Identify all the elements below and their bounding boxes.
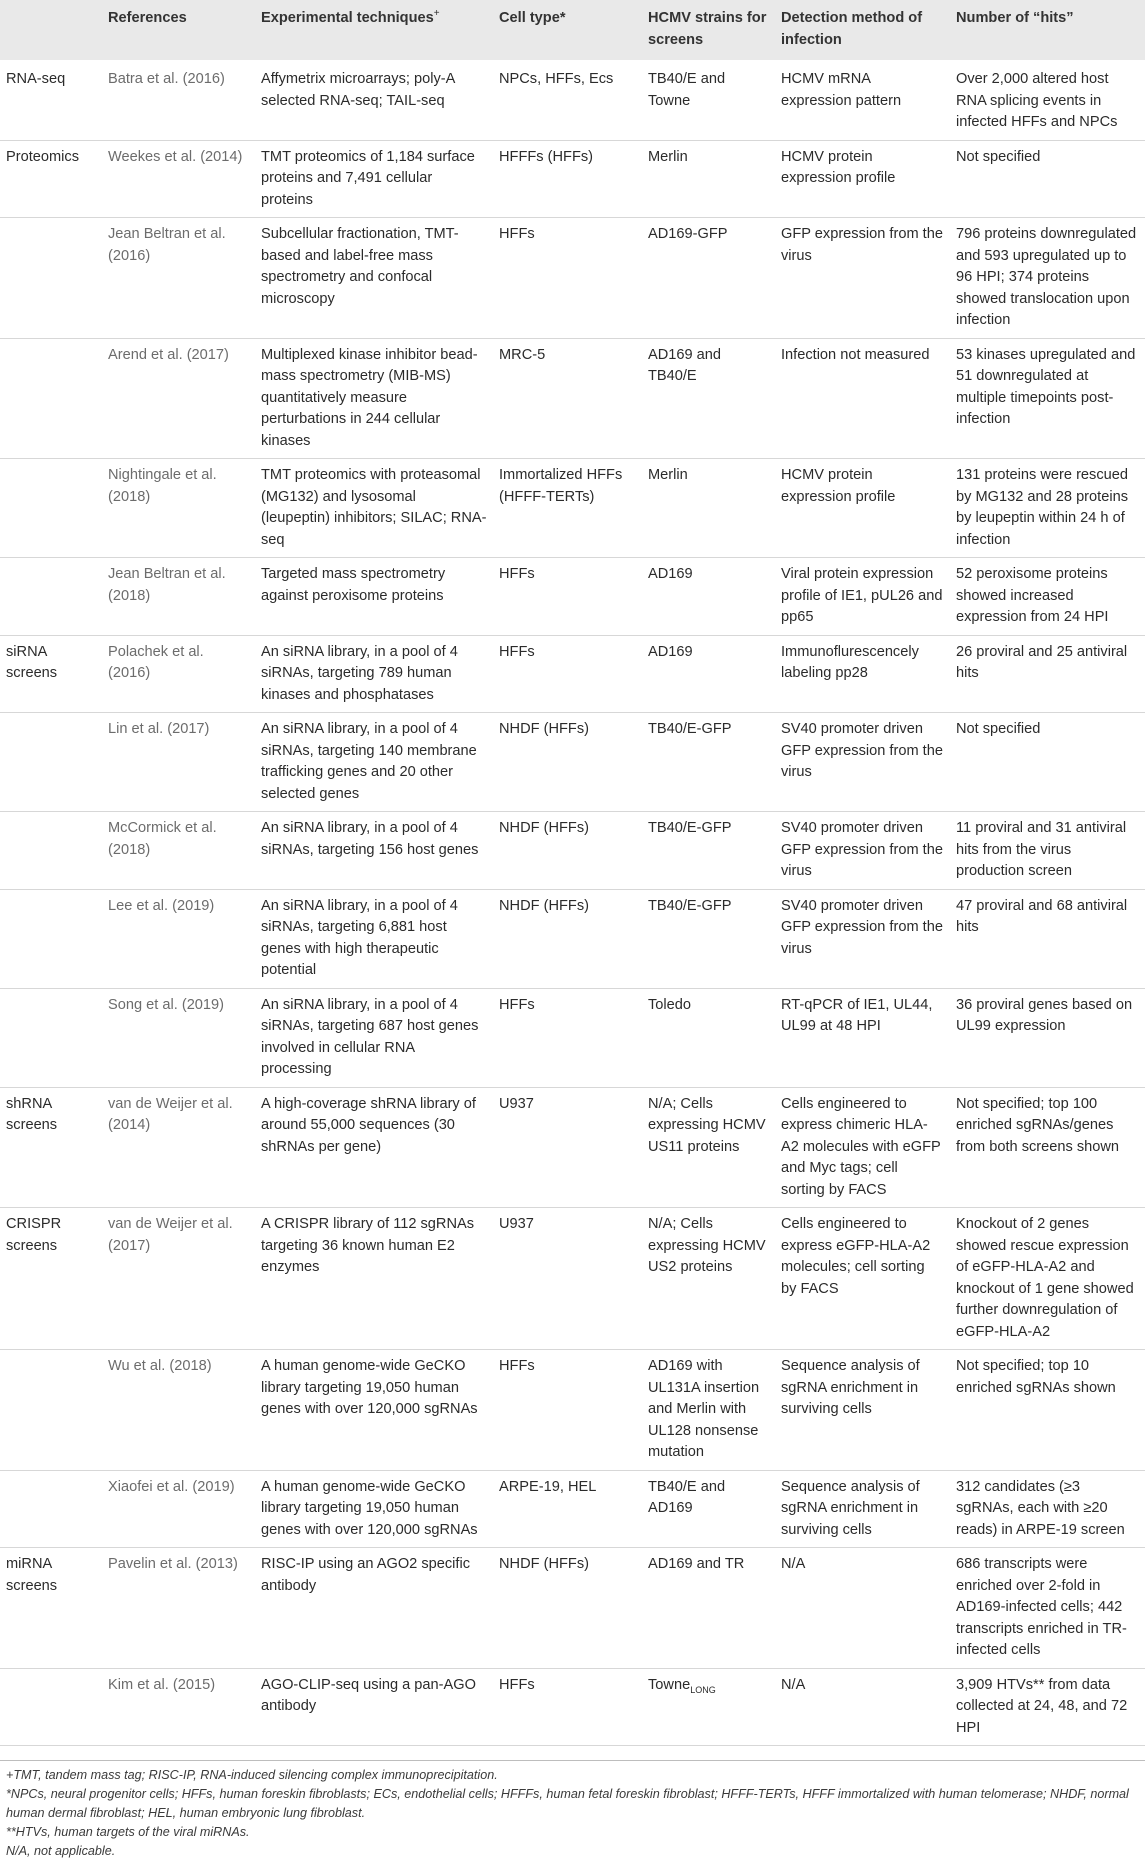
row-detection-text: Cells engineered to express eGFP-HLA-A2 molecules; cell sorting by FACS bbox=[781, 1216, 931, 1297]
row-technique-text: An siRNA library, in a pool of 4 siRNAs, targeting 6,881 host genes with high therapeutic potential bbox=[261, 897, 458, 978]
row-hits-text: 36 proviral genes based on UL99 expression bbox=[956, 996, 1133, 1034]
row-hits-text: 796 proteins downregulated and 593 upregulated up to 96 HPI; 374 proteins showed translocation upon infection bbox=[956, 226, 1137, 328]
row-reference-text: Wu et al. (2018) bbox=[108, 1358, 212, 1374]
row-category bbox=[0, 1668, 102, 1746]
row-category bbox=[0, 60, 102, 140]
row-technique-text: A high-coverage shRNA library of around 55,000 sequences (30 shRNAs per gene) bbox=[261, 1095, 476, 1155]
row-category bbox=[0, 558, 102, 636]
row-category bbox=[0, 889, 102, 988]
row-cell-type bbox=[493, 1668, 642, 1746]
row-technique bbox=[255, 713, 493, 812]
row-cell-type-text: NHDF (HFFs) bbox=[499, 820, 589, 836]
row-strain bbox=[642, 558, 775, 636]
row-strain bbox=[642, 1548, 775, 1669]
footnote-line: **HTVs, human targets of the viral miRNAs. bbox=[6, 1825, 250, 1839]
footnote-line: +TMT, tandem mass tag; RISC-IP, RNA-induced silencing complex immunoprecipitation. bbox=[6, 1768, 498, 1782]
row-detection-text: Sequence analysis of sgRNA enrichment in surviving cells bbox=[781, 1358, 920, 1417]
row-category bbox=[0, 338, 102, 459]
row-detection bbox=[775, 713, 950, 812]
row-hits bbox=[950, 459, 1145, 558]
row-technique-text: An siRNA library, in a pool of 4 siRNAs, targeting 140 membrane trafficking genes and 20 other selected genes bbox=[261, 721, 477, 802]
row-strain-text: AD169 with UL131A insertion and Merlin with UL128 nonsense mutation bbox=[648, 1358, 760, 1460]
footnote-line: N/A, not applicable. bbox=[6, 1844, 116, 1858]
row-cell-type bbox=[493, 1548, 642, 1669]
row-detection bbox=[775, 1087, 950, 1208]
row-technique-text: Multiplexed kinase inhibitor bead-mass spectrometry (MIB-MS) quantitatively measure perturbations in 244 cellular kinases bbox=[261, 346, 478, 449]
row-technique bbox=[255, 558, 493, 636]
row-cell-type-text: HFFs bbox=[499, 566, 535, 582]
header-techniques-label: Experimental techniques bbox=[261, 10, 434, 26]
row-cell-type-text: HFFs bbox=[499, 643, 535, 660]
row-detection bbox=[775, 459, 950, 558]
row-cell-type bbox=[493, 1350, 642, 1471]
row-category bbox=[0, 1350, 102, 1471]
row-detection-text: SV40 promoter driven GFP expression from the virus bbox=[781, 820, 943, 879]
row-technique bbox=[255, 1350, 493, 1471]
row-technique bbox=[255, 140, 493, 218]
row-technique bbox=[255, 60, 493, 140]
table-row bbox=[0, 218, 1145, 339]
row-hits-text: 312 candidates (≥3 sgRNAs, each with ≥20 reads) in ARPE-19 screen bbox=[956, 1478, 1125, 1538]
row-detection bbox=[775, 218, 950, 339]
row-reference bbox=[102, 1470, 255, 1548]
row-hits-text: 53 kinases upregulated and 51 downregulated at multiple timepoints post-infection bbox=[956, 346, 1136, 427]
row-detection bbox=[775, 60, 950, 140]
row-category-text: RNA-seq bbox=[6, 71, 66, 87]
row-strain bbox=[642, 1470, 775, 1548]
row-detection bbox=[775, 812, 950, 890]
row-reference bbox=[102, 1208, 255, 1350]
row-cell-type-text: U937 bbox=[499, 1095, 534, 1112]
row-strain-text: TB40/E-GFP bbox=[648, 897, 732, 914]
row-technique bbox=[255, 988, 493, 1087]
table-row bbox=[0, 60, 1145, 140]
table-body bbox=[0, 60, 1145, 1746]
row-strain-text: N/A; Cells expressing HCMV US11 proteins bbox=[648, 1095, 766, 1155]
row-strain-text: AD169 and TR bbox=[648, 1556, 745, 1572]
row-detection bbox=[775, 635, 950, 713]
row-hits bbox=[950, 218, 1145, 339]
row-cell-type-text: NHDF (HFFs) bbox=[499, 721, 589, 737]
row-detection bbox=[775, 1208, 950, 1350]
row-reference-text: Batra et al. (2016) bbox=[108, 71, 225, 87]
row-category bbox=[0, 812, 102, 890]
row-technique-text: An siRNA library, in a pool of 4 siRNAs, targeting 156 host genes bbox=[261, 820, 479, 858]
row-hits-text: Not specified bbox=[956, 721, 1041, 737]
row-strain bbox=[642, 889, 775, 988]
table-footnotes bbox=[0, 1760, 1145, 1861]
row-detection bbox=[775, 988, 950, 1087]
row-cell-type bbox=[493, 459, 642, 558]
header-strains: HCMV strains for screens bbox=[642, 0, 775, 60]
row-reference-text: Arend et al. (2017) bbox=[108, 346, 229, 363]
row-strain-text: TB40/E-GFP bbox=[648, 721, 732, 737]
row-technique bbox=[255, 338, 493, 459]
row-technique bbox=[255, 1668, 493, 1746]
row-category bbox=[0, 1208, 102, 1350]
row-category-text: Proteomics bbox=[6, 148, 79, 165]
row-hits bbox=[950, 338, 1145, 459]
row-strain-text: TB40/E and AD169 bbox=[648, 1478, 726, 1516]
row-technique bbox=[255, 635, 493, 713]
row-technique bbox=[255, 1087, 493, 1208]
row-reference-text: Lee et al. (2019) bbox=[108, 897, 215, 914]
row-reference bbox=[102, 60, 255, 140]
row-hits bbox=[950, 635, 1145, 713]
row-strain-text: AD169 bbox=[648, 566, 693, 582]
row-detection-text: RT-qPCR of IE1, UL44, UL99 at 48 HPI bbox=[781, 996, 933, 1034]
row-category bbox=[0, 1548, 102, 1669]
row-detection bbox=[775, 1548, 950, 1669]
row-hits-text: Not specified; top 100 enriched sgRNAs/genes from both screens shown bbox=[956, 1095, 1120, 1155]
row-reference bbox=[102, 713, 255, 812]
row-technique bbox=[255, 1470, 493, 1548]
row-reference bbox=[102, 338, 255, 459]
row-strain-text: Towne bbox=[648, 1676, 691, 1693]
row-technique-text: Affymetrix microarrays; poly-A selected RNA-seq; TAIL-seq bbox=[261, 71, 455, 109]
row-hits bbox=[950, 1350, 1145, 1471]
row-cell-type bbox=[493, 889, 642, 988]
header-row bbox=[0, 0, 1145, 60]
row-detection bbox=[775, 1668, 950, 1746]
row-hits bbox=[950, 1548, 1145, 1669]
row-strain-text: Toledo bbox=[648, 996, 692, 1013]
row-strain bbox=[642, 140, 775, 218]
row-hits-text: 26 proviral and 25 antiviral hits bbox=[956, 643, 1128, 681]
row-strain bbox=[642, 988, 775, 1087]
row-technique-text: RISC-IP using an AGO2 specific antibody bbox=[261, 1556, 471, 1594]
row-reference bbox=[102, 459, 255, 558]
row-reference-text: van de Weijer et al. (2017) bbox=[108, 1216, 233, 1254]
row-cell-type bbox=[493, 218, 642, 339]
row-technique-text: AGO-CLIP-seq using a pan-AGO antibody bbox=[261, 1676, 476, 1714]
row-hits-text: 131 proteins were rescued by MG132 and 28 proteins by leupeptin within 24 h of infection bbox=[956, 467, 1128, 548]
row-hits-text: Knockout of 2 genes showed rescue expression of eGFP-HLA-A2 and knockout of 1 gene showed further downregulation of eGFP-HLA-A2 bbox=[956, 1216, 1134, 1340]
row-cell-type bbox=[493, 635, 642, 713]
row-hits bbox=[950, 140, 1145, 218]
row-strain bbox=[642, 60, 775, 140]
row-category-text: CRISPR screens bbox=[6, 1216, 62, 1254]
row-cell-type-text: ARPE-19, HEL bbox=[499, 1478, 597, 1495]
row-strain bbox=[642, 1350, 775, 1471]
row-detection-text: N/A bbox=[781, 1676, 806, 1693]
row-category bbox=[0, 218, 102, 339]
row-hits-text: 3,909 HTVs** from data collected at 24, 48, and 72 HPI bbox=[956, 1676, 1128, 1736]
row-reference bbox=[102, 1548, 255, 1669]
row-detection-text: HCMV protein expression profile bbox=[781, 467, 896, 505]
row-reference-text: Kim et al. (2015) bbox=[108, 1676, 216, 1693]
header-references: References bbox=[102, 0, 255, 60]
row-reference-text: Weekes et al. (2014) bbox=[108, 148, 243, 165]
row-cell-type-text: NHDF (HFFs) bbox=[499, 1556, 589, 1572]
row-strain bbox=[642, 713, 775, 812]
row-strain-text: TB40/E and Towne bbox=[648, 71, 726, 109]
row-technique-text: TMT proteomics of 1,184 surface proteins and 7,491 cellular proteins bbox=[261, 148, 475, 208]
row-cell-type-text: HFFFs (HFFs) bbox=[499, 148, 594, 165]
row-cell-type bbox=[493, 140, 642, 218]
row-hits-text: Over 2,000 altered host RNA splicing events in infected HFFs and NPCs bbox=[956, 71, 1118, 130]
row-detection bbox=[775, 1350, 950, 1471]
footnote-line: *NPCs, neural progenitor cells; HFFs, human foreskin fibroblasts; ECs, endothelial cells; HFFFs, human fetal foreskin fibroblast; HFFF-TERTs, HFFF immortalized with human telomerase; NHDF, normal human dermal fibroblast; HEL, human embryonic lung fibroblast. bbox=[6, 1787, 1129, 1820]
row-detection bbox=[775, 1470, 950, 1548]
row-strain-text: N/A; Cells expressing HCMV US2 proteins bbox=[648, 1216, 766, 1275]
row-detection-text: Immunoflurescencely labeling pp28 bbox=[781, 643, 919, 681]
row-category bbox=[0, 459, 102, 558]
row-reference-text: Jean Beltran et al. (2016) bbox=[108, 226, 226, 264]
table-row bbox=[0, 1548, 1145, 1669]
row-strain bbox=[642, 459, 775, 558]
table-row bbox=[0, 812, 1145, 890]
row-category bbox=[0, 1087, 102, 1208]
table-row bbox=[0, 140, 1145, 218]
row-cell-type bbox=[493, 338, 642, 459]
row-detection-text: HCMV mRNA expression pattern bbox=[781, 71, 902, 109]
row-detection-text: Viral protein expression profile of IE1, pUL26 and pp65 bbox=[781, 566, 943, 625]
row-reference bbox=[102, 812, 255, 890]
row-category bbox=[0, 713, 102, 812]
row-detection-text: Sequence analysis of sgRNA enrichment in surviving cells bbox=[781, 1478, 920, 1538]
header-detection: Detection method of infection bbox=[775, 0, 950, 60]
row-technique-text: A human genome-wide GeCKO library targeting 19,050 human genes with over 120,000 sgRNAs bbox=[261, 1478, 478, 1538]
row-cell-type-text: HFFs bbox=[499, 1676, 535, 1693]
row-strain bbox=[642, 1208, 775, 1350]
header-category bbox=[0, 0, 102, 60]
row-cell-type bbox=[493, 1087, 642, 1208]
row-detection-text: GFP expression from the virus bbox=[781, 226, 943, 264]
row-strain-text: Merlin bbox=[648, 467, 688, 483]
row-hits bbox=[950, 1470, 1145, 1548]
row-hits bbox=[950, 812, 1145, 890]
row-hits bbox=[950, 1087, 1145, 1208]
row-strain bbox=[642, 635, 775, 713]
row-strain-subscript: LONG bbox=[690, 1684, 716, 1695]
row-strain-text: AD169 bbox=[648, 643, 693, 660]
table-row bbox=[0, 338, 1145, 459]
row-cell-type bbox=[493, 812, 642, 890]
row-hits bbox=[950, 988, 1145, 1087]
row-hits bbox=[950, 60, 1145, 140]
row-cell-type bbox=[493, 60, 642, 140]
row-category bbox=[0, 635, 102, 713]
row-hits bbox=[950, 1208, 1145, 1350]
row-hits bbox=[950, 713, 1145, 812]
header-techniques bbox=[255, 0, 493, 60]
row-cell-type-text: Immortalized HFFs (HFFF-TERTs) bbox=[499, 467, 623, 505]
row-technique bbox=[255, 812, 493, 890]
table-row bbox=[0, 1087, 1145, 1208]
row-technique-text: Targeted mass spectrometry against peroxisome proteins bbox=[261, 566, 446, 604]
table-row bbox=[0, 459, 1145, 558]
table-row bbox=[0, 1470, 1145, 1548]
row-hits-text: Not specified; top 10 enriched sgRNAs shown bbox=[956, 1358, 1116, 1396]
row-detection-text: Cells engineered to express chimeric HLA-A2 molecules with eGFP and Myc tags; cell sorting by FACS bbox=[781, 1095, 941, 1198]
row-hits-text: 686 transcripts were enriched over 2-fold in AD169-infected cells; 442 transcripts enriched in TR-infected cells bbox=[956, 1556, 1127, 1658]
row-technique bbox=[255, 1548, 493, 1669]
row-reference bbox=[102, 218, 255, 339]
row-technique-text: A human genome-wide GeCKO library targeting 19,050 human genes with over 120,000 sgRNAs bbox=[261, 1358, 478, 1417]
row-category bbox=[0, 1470, 102, 1548]
table-row bbox=[0, 635, 1145, 713]
row-technique-text: An siRNA library, in a pool of 4 siRNAs, targeting 687 host genes involved in cellular RNA processing bbox=[261, 996, 479, 1077]
row-detection-text: SV40 promoter driven GFP expression from the virus bbox=[781, 721, 943, 780]
row-hits-text: 52 peroxisome proteins showed increased expression from 24 HPI bbox=[956, 566, 1109, 625]
row-reference bbox=[102, 558, 255, 636]
row-detection-text: HCMV protein expression profile bbox=[781, 148, 896, 186]
row-reference-text: Xiaofei et al. (2019) bbox=[108, 1478, 235, 1495]
row-cell-type-text: HFFs bbox=[499, 226, 535, 242]
row-detection bbox=[775, 338, 950, 459]
row-technique bbox=[255, 218, 493, 339]
row-reference-text: Pavelin et al. (2013) bbox=[108, 1556, 238, 1572]
row-strain bbox=[642, 338, 775, 459]
row-cell-type-text: NPCs, HFFs, Ecs bbox=[499, 71, 614, 87]
row-strain bbox=[642, 218, 775, 339]
row-reference-text: Nightingale et al. (2018) bbox=[108, 467, 217, 505]
row-reference bbox=[102, 889, 255, 988]
row-category bbox=[0, 140, 102, 218]
table-row bbox=[0, 1208, 1145, 1350]
table-row bbox=[0, 1668, 1145, 1746]
header-cell-type: Cell type* bbox=[493, 0, 642, 60]
row-hits-text: Not specified bbox=[956, 148, 1041, 165]
table-row bbox=[0, 889, 1145, 988]
header-hits: Number of “hits” bbox=[950, 0, 1145, 60]
row-cell-type bbox=[493, 988, 642, 1087]
table-row bbox=[0, 713, 1145, 812]
row-reference-text: Song et al. (2019) bbox=[108, 996, 225, 1013]
row-detection bbox=[775, 140, 950, 218]
row-reference bbox=[102, 635, 255, 713]
row-strain-text: TB40/E-GFP bbox=[648, 820, 732, 836]
row-cell-type-text: HFFs bbox=[499, 1358, 535, 1374]
row-strain bbox=[642, 1087, 775, 1208]
row-reference-text: Polachek et al. (2016) bbox=[108, 643, 204, 681]
row-hits bbox=[950, 558, 1145, 636]
header-techniques-mark: + bbox=[433, 8, 440, 20]
row-strain bbox=[642, 812, 775, 890]
row-detection-text: SV40 promoter driven GFP expression from the virus bbox=[781, 897, 943, 957]
row-detection bbox=[775, 889, 950, 988]
row-strain-text: AD169 and TB40/E bbox=[648, 346, 722, 384]
row-reference-text: Jean Beltran et al. (2018) bbox=[108, 566, 226, 604]
table-row bbox=[0, 558, 1145, 636]
row-cell-type-text: HFFs bbox=[499, 996, 535, 1013]
row-reference-text: McCormick et al. (2018) bbox=[108, 820, 217, 858]
row-strain-text: Merlin bbox=[648, 148, 688, 165]
row-cell-type bbox=[493, 558, 642, 636]
row-technique bbox=[255, 459, 493, 558]
row-reference-text: van de Weijer et al. (2014) bbox=[108, 1095, 233, 1133]
row-reference bbox=[102, 1087, 255, 1208]
row-strain-text: AD169-GFP bbox=[648, 226, 728, 242]
row-cell-type bbox=[493, 1470, 642, 1548]
table-header bbox=[0, 0, 1145, 60]
row-category-text: miRNA screens bbox=[6, 1556, 58, 1594]
row-category bbox=[0, 988, 102, 1087]
row-hits-text: 47 proviral and 68 antiviral hits bbox=[956, 897, 1128, 935]
row-hits-text: 11 proviral and 31 antiviral hits from the virus production screen bbox=[956, 820, 1127, 879]
row-reference bbox=[102, 988, 255, 1087]
table-row bbox=[0, 988, 1145, 1087]
row-technique-text: Subcellular fractionation, TMT-based and label-free mass spectrometry and confocal microscopy bbox=[261, 226, 459, 307]
row-category-text: siRNA screens bbox=[6, 643, 58, 681]
row-technique-text: An siRNA library, in a pool of 4 siRNAs, targeting 789 human kinases and phosphatases bbox=[261, 643, 458, 703]
row-detection-text: N/A bbox=[781, 1556, 806, 1572]
row-technique-text: A CRISPR library of 112 sgRNAs targeting 36 known human E2 enzymes bbox=[261, 1216, 475, 1275]
row-category-text: shRNA screens bbox=[6, 1095, 58, 1133]
row-technique bbox=[255, 889, 493, 988]
row-detection-text: Infection not measured bbox=[781, 346, 930, 363]
row-technique-text: TMT proteomics with proteasomal (MG132) and lysosomal (leupeptin) inhibitors; SILAC; RNA-seq bbox=[261, 467, 487, 548]
row-cell-type-text: MRC-5 bbox=[499, 346, 546, 363]
row-reference bbox=[102, 1350, 255, 1471]
row-strain bbox=[642, 1668, 775, 1746]
table-row bbox=[0, 1350, 1145, 1471]
row-technique bbox=[255, 1208, 493, 1350]
row-reference bbox=[102, 1668, 255, 1746]
row-detection bbox=[775, 558, 950, 636]
row-cell-type-text: NHDF (HFFs) bbox=[499, 897, 589, 914]
row-reference bbox=[102, 140, 255, 218]
row-cell-type-text: U937 bbox=[499, 1216, 534, 1232]
row-cell-type bbox=[493, 1208, 642, 1350]
row-cell-type bbox=[493, 713, 642, 812]
row-hits bbox=[950, 889, 1145, 988]
row-reference-text: Lin et al. (2017) bbox=[108, 721, 210, 737]
row-hits bbox=[950, 1668, 1145, 1746]
